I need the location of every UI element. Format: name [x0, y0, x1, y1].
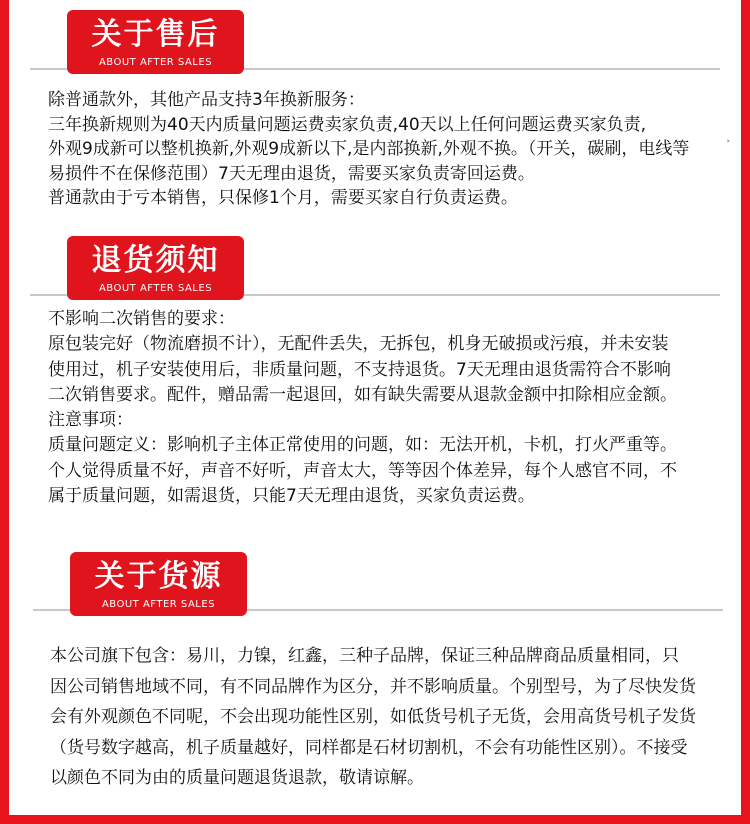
text-line: 会有外观颜色不同呢，不会出现功能性区别，如低货号机子无货，会用高货号机子发货 — [50, 707, 696, 727]
section-subtitle: ABOUT AFTER SALES — [98, 57, 213, 68]
stray-mark: ˃ — [726, 140, 731, 150]
text-line: （货号数字越高，机子质量越好，同样都是石材切割机，不会有功能性区别）。不接受 — [50, 737, 688, 758]
text-line: 以颜色不同为由的质量问题退货退款，敬请谅解。 — [50, 768, 424, 788]
text-line: 个人觉得质量不好，声音不好听，声音太大，等等因个体差异，每个人感官不同，不 — [48, 460, 677, 481]
text-line: 除普通款外，其他产品支持3年换新服务： — [48, 90, 365, 110]
section-title: 关于售后 — [91, 17, 220, 52]
text-line: 使用过，机子安装使用后，非质量问题，不支持退货。7天无理由退货需符合不影响 — [48, 359, 671, 380]
text-line: 质量问题定义：影响机子主体正常使用的问题，如：无法开机，卡机，打火严重等。 — [48, 435, 677, 456]
text-line: 外观9成新可以整机换新,外观9成新以下,是内部换新,外观不换。（开关，碳刷，电线等 — [48, 139, 690, 159]
section-body — [48, 88, 689, 211]
divider-left — [33, 609, 71, 611]
text-line: 原包装完好（物流磨损不计），无配件丢失，无拆包，机身无破损或污痕，并未安装 — [48, 334, 669, 355]
divider-right — [244, 294, 720, 296]
text-line: 普通款由于亏本销售，只保修1个月，需要买家自行负责运费。 — [48, 188, 518, 208]
section-title: 退货须知 — [91, 243, 220, 278]
divider-left — [30, 68, 68, 70]
text-line: 属于质量问题，如需退货，只能7天无理由退货，买家负责运费。 — [48, 486, 535, 507]
section-body — [48, 307, 677, 509]
section-badge — [67, 236, 244, 300]
text-line: 三年换新规则为40天内质量问题运费卖家负责,40天以上任何问题运费买家负责, — [48, 114, 647, 135]
divider-right — [244, 68, 720, 70]
section-subtitle: ABOUT AFTER SALES — [98, 283, 213, 294]
divider-right — [247, 609, 723, 611]
section-badge — [67, 10, 244, 74]
section-badge — [70, 552, 247, 616]
divider-left — [30, 294, 68, 296]
text-line: 本公司旗下包含：易川，力镍，红鑫，三种子品牌，保证三种品牌商品质量相同，只 — [50, 646, 679, 666]
section-subtitle: ABOUT AFTER SALES — [101, 599, 216, 610]
text-line: 易损件不在保修范围）7天无理由退货，需要买家负责寄回运费。 — [48, 163, 535, 184]
text-line: 不影响二次销售的要求： — [48, 309, 235, 329]
text-line: 因公司销售地域不同，有不同品牌作为区分，并不影响质量。个别型号，为了尽快发货 — [50, 676, 696, 697]
section-title: 关于货源 — [94, 559, 223, 594]
text-line: 二次销售要求。配件，赠品需一起退回，如有缺失需要从退款金额中扣除相应金额。 — [48, 384, 677, 405]
section-body — [50, 641, 696, 794]
text-line: 注意事项： — [48, 410, 133, 431]
